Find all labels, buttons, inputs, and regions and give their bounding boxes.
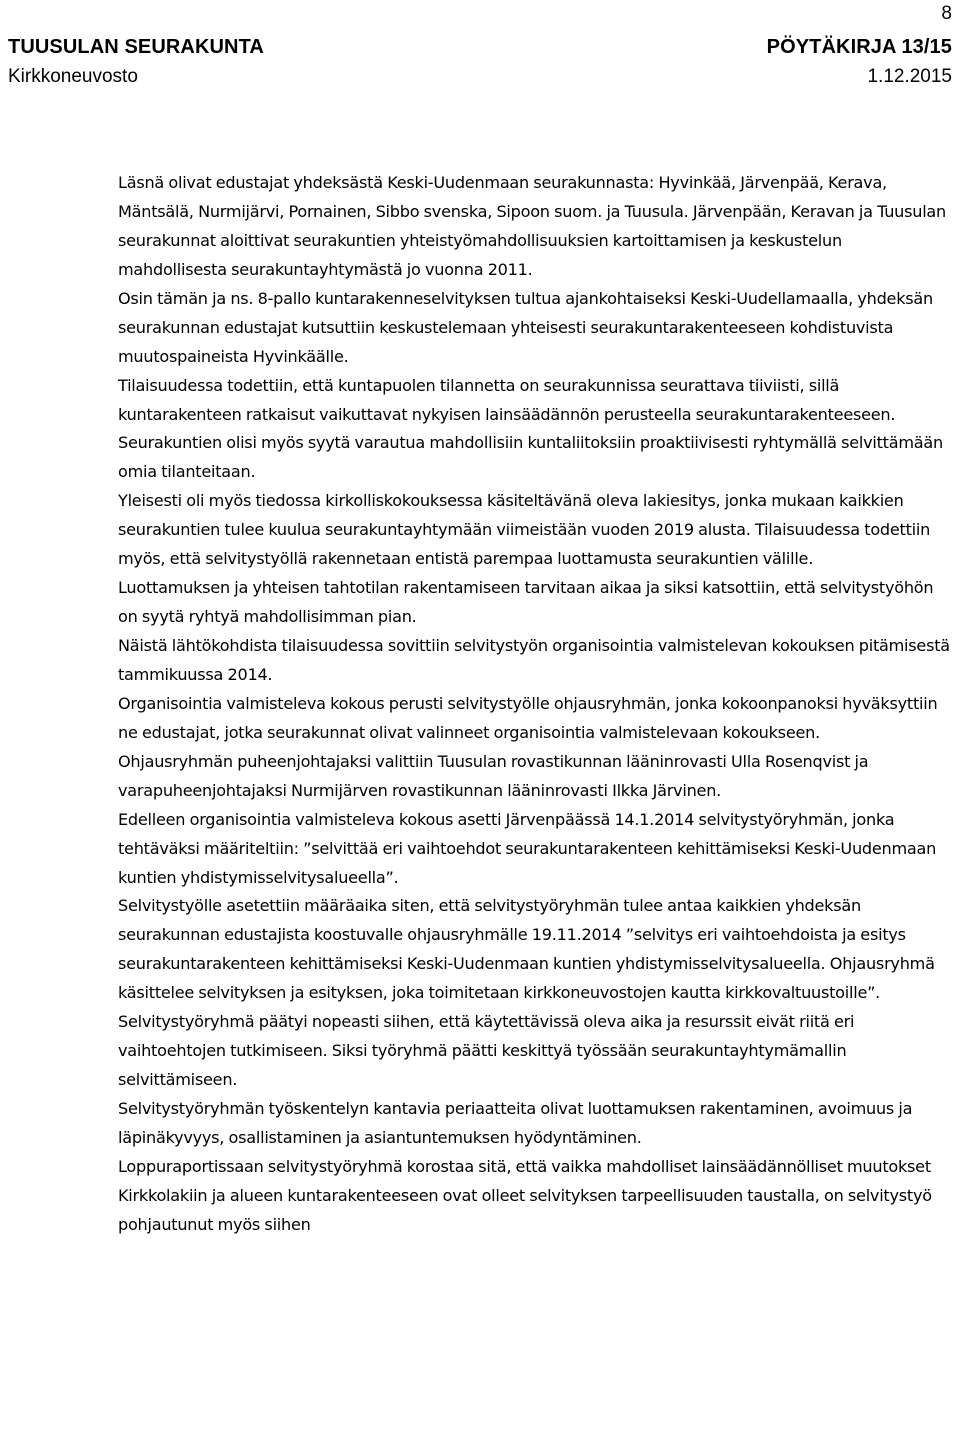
document-date: 1.12.2015 (867, 66, 952, 87)
paragraph: Loppuraportissaan selvitystyöryhmä korostaa sitä, että vaikka mahdolliset lainsäädännölliset muutokset Kirkkolakiin ja alueen kuntarakenteeseen ovat olleet selvityksen tarpeellisuuden taustalla, on selvitystyö pohjautunut myös siihen (118, 1156, 932, 1234)
document-title: PÖYTÄKIRJA 13/15 (766, 36, 952, 58)
paragraph: Näistä lähtökohdista tilaisuudessa sovittiin selvitystyön organisointia valmistelevan kokouksen pitämisestä tammikuussa 2014. (118, 636, 950, 684)
governing-body: Kirkkoneuvosto (8, 66, 138, 87)
paragraph: Selvitystyöryhmä päätyi nopeasti siihen, että käytettävissä oleva aika ja resurssit eivät riitä eri vaihtoehtojen tutkimiseen. Siksi työryhmä päätti keskittyä työssään seurakuntayhtymämallin selvittämiseen. (118, 1012, 855, 1090)
paragraph: Osin tämän ja ns. 8-pallo kuntarakenneselvityksen tultua ajankohtaiseksi Keski-Uudellamaalla, yhdeksän seurakunnan edustajat kutsuttiin keskustelemaan yhteisesti seurakuntarakenteeseen kohdistuvista muutospaineista Hyvinkäälle. (118, 288, 933, 366)
paragraph: Ohjausryhmän puheenjohtajaksi valittiin Tuusulan rovastikunnan lääninrovasti Ulla Rosenqvist ja varapuheenjohtajaksi Nurmijärven rovastikunnan lääninrovasti Ilkka Järvinen. (118, 751, 869, 800)
document-header (8, 33, 952, 93)
paragraph: Läsnä olivat edustajat yhdeksästä Keski-Uudenmaan seurakunnasta: Hyvinkää, Järvenpää, Kerava, Mäntsälä, Nurmijärvi, Pornainen, Sibbo svenska, Sipoon suom. ja Tuusula. Järvenpään, Keravan ja Tuusulan seurakunnat aloittivat seurakuntien yhteistyömahdollisuuksien kartoittamisen ja keskustelun mahdollisesta seurakuntayhtymästä jo vuonna 2011. (118, 173, 946, 279)
paragraph: Selvitystyöryhmän työskentelyn kantavia periaatteita olivat luottamuksen rakentaminen, avoimuus ja läpinäkyvyys, osallistaminen ja asiantuntemuksen hyödyntäminen. (118, 1099, 913, 1147)
header-row-bottom (8, 63, 952, 93)
minutes-body (118, 169, 950, 1240)
paragraph: Edelleen organisointia valmisteleva kokous asetti Järvenpäässä 14.1.2014 selvitystyöryhmän, jonka tehtäväksi määriteltiin: ”selvittää eri vaihtoehdot seurakuntarakenteen kehittämiseksi Keski-Uudenmaan kuntien yhdistymisselvitysalueella”. (118, 809, 937, 887)
paragraph: Selvitystyölle asetettiin määräaika siten, että selvitystyöryhmän tulee antaa kaikkien yhdeksän seurakunnan edustajista koostuvalle ohjausryhmälle 19.11.2014 ”selvitys eri vaihtoehdoista ja esitys seurakuntarakenteen kehittämiseksi Keski-Uudenmaan kuntien yhdistymisselvitysalueella. Ohjausryhmä käsittelee selvityksen ja esityksen, joka toimitetaan kirkkoneuvostojen kautta kirkkovaltuustoille”. (118, 896, 935, 1003)
paragraph: Yleisesti oli myös tiedossa kirkolliskokouksessa käsiteltävänä oleva lakiesitys, jonka mukaan kaikkien seurakuntien tulee kuulua seurakuntayhtymään viimeistään vuoden 2019 alusta. Tilaisuudessa todettiin myös, että selvitystyöllä rakennetaan entistä parempaa luottamusta seurakuntien välille. (118, 491, 931, 569)
header-row-top (8, 33, 952, 63)
paragraph: Luottamuksen ja yhteisen tahtotilan rakentamiseen tarvitaan aikaa ja siksi katsottiin, että selvitystyöhön on syytä ryhtyä mahdollisimman pian. (118, 578, 934, 627)
paragraph: Organisointia valmisteleva kokous perusti selvitystyölle ohjausryhmän, jonka kokoonpanoksi hyväksyttiin ne edustajat, jotka seurakunnat olivat valinneet organisointia valmistelevaan kokoukseen. (118, 693, 938, 742)
paragraph: Tilaisuudessa todettiin, että kuntapuolen tilannetta on seurakunnissa seurattava tiiviisti, sillä kuntarakenteen ratkaisut vaikuttavat nykyisen lainsäädännön perusteella seurakuntarakenteeseen. Seurakuntien olisi myös syytä varautua mahdollisiin kuntaliitoksiin proaktiivisesti ryhtymällä selvittämään omia tilanteitaan. (118, 375, 943, 482)
organization-name: TUUSULAN SEURAKUNTA (8, 36, 264, 58)
page-number: 8 (941, 3, 952, 24)
